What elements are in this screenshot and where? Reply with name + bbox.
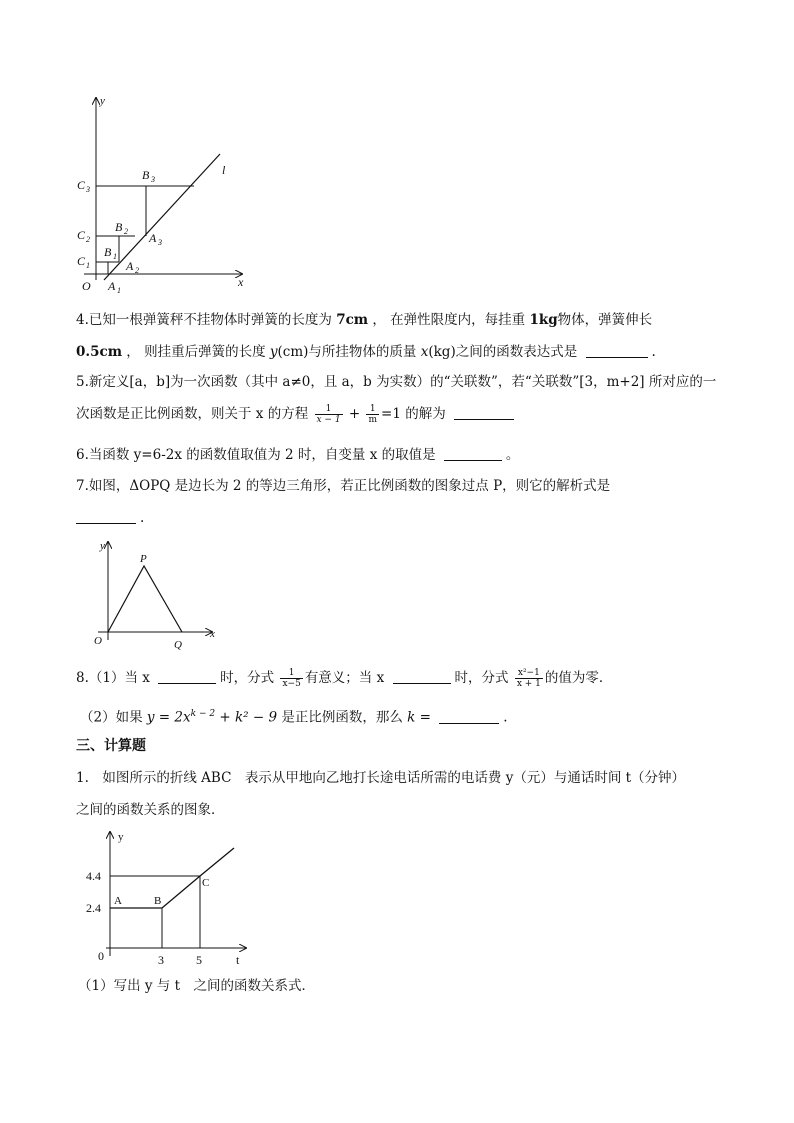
svg-text:3: 3 xyxy=(158,238,162,247)
svg-text:1: 1 xyxy=(117,286,121,295)
svg-text:t: t xyxy=(236,953,240,967)
q5-answer-blank[interactable] xyxy=(454,405,514,420)
axis-x-label: x xyxy=(238,275,244,289)
q4-answer-blank[interactable] xyxy=(586,343,648,358)
q5-fraction-1: $\frac{1}{x - 1}$ xyxy=(316,404,341,425)
q6-answer-blank[interactable] xyxy=(444,446,502,461)
svg-text:3: 3 xyxy=(151,175,155,184)
q5-fraction-2: $\frac{1}{m}$ xyxy=(368,404,378,425)
svg-text:5: 5 xyxy=(196,953,202,967)
q7-line1: 7.如图，ΔOPQ 是边长为 2 的等边三角形，若正比例函数的图象过点 P，则它的解析式是 xyxy=(76,478,611,494)
q8-part2: （2）如果 $y = 2x^{k - 2} + k^2 - 9$ 是正比例函数，那么 k = . xyxy=(80,709,508,726)
line-l xyxy=(104,154,220,280)
svg-text:2.4: 2.4 xyxy=(86,901,101,915)
svg-text:B: B xyxy=(104,245,112,259)
svg-text:Q: Q xyxy=(174,639,182,651)
svg-text:1: 1 xyxy=(86,261,90,270)
calc1-line1: 1. 如图所示的折线 ABC 表示从甲地向乙地打长途电话所需的电话费 y（元）与通话时间 t（分钟） xyxy=(76,770,686,786)
svg-text:A: A xyxy=(114,895,122,907)
triangle-opq-figure xyxy=(88,536,228,652)
q8-fraction-1: $\frac{1}{x-5}$ xyxy=(282,668,301,689)
svg-text:0: 0 xyxy=(98,949,104,963)
svg-text:x: x xyxy=(210,628,215,640)
q8-answer-blank-3[interactable] xyxy=(439,709,499,724)
svg-text:C: C xyxy=(77,254,86,268)
q6-line: 6.当函数 y=6-2x 的函数值取值为 2 时，自变量 x 的取值是 。 xyxy=(76,447,520,463)
svg-text:C: C xyxy=(77,228,86,242)
axis-y-label: y xyxy=(100,95,105,107)
phone-fee-figure xyxy=(76,826,254,970)
q8-fraction-2: $\frac{\text{x²−1}}{x + 1}$ xyxy=(516,668,541,689)
q4-line1: 4.已知一根弹簧秤不挂物体时弹簧的长度为 7cm ， 在弹性限度内，每挂重 1kg物体，弹簧伸长 xyxy=(76,312,653,328)
q4-line2: 0.5cm ， 则挂重后弹簧的长度 y(cm)与所挂物体的质量 x(kg)之间的函数表达式是 . xyxy=(76,344,656,360)
section-heading: 三、计算题 xyxy=(76,738,146,754)
calc1-line2: 之间的函数关系的图象． xyxy=(76,802,225,818)
q8-part1: 8.（1）当 x 时，分式 $\frac{1}{x-5}$ 有意义；当 x 时，分式 $\frac{\text{x²−1}}{x + 1}$ 的值为零． xyxy=(76,668,613,689)
svg-text:A: A xyxy=(108,279,116,293)
svg-text:4.4: 4.4 xyxy=(86,869,101,883)
q5-line1: 5.新定义[a，b]为一次函数（其中 a≠0，且 a，b 为实数）的“关联数”，若“关联数”[3，m+2] 所对应的一 xyxy=(76,374,717,390)
svg-text:2: 2 xyxy=(124,227,128,236)
svg-text:B: B xyxy=(115,220,123,234)
svg-text:C: C xyxy=(77,178,86,192)
svg-text:B: B xyxy=(142,168,150,182)
line-l-label: l xyxy=(222,163,226,177)
svg-text:2: 2 xyxy=(135,266,139,275)
calc1-sub1: （1）写出 y 与 t 之间的函数关系式． xyxy=(78,978,316,994)
svg-text:y: y xyxy=(100,540,105,552)
svg-text:O: O xyxy=(94,635,102,647)
svg-text:B: B xyxy=(154,895,162,907)
svg-text:2: 2 xyxy=(86,235,90,244)
svg-text:y: y xyxy=(118,831,124,843)
q7-answer-blank[interactable] xyxy=(76,509,136,524)
svg-text:C: C xyxy=(202,877,210,889)
svg-text:3: 3 xyxy=(158,953,164,967)
q5-line2: 次函数是正比例函数，则关于 x 的方程 $\frac{1}{x - 1}$ + $\frac{1}{m}$ =1 的解为 xyxy=(76,404,518,425)
svg-text:1: 1 xyxy=(113,252,117,261)
origin-label: O xyxy=(82,279,91,293)
q8-answer-blank-1[interactable] xyxy=(158,669,216,684)
q8-answer-blank-2[interactable] xyxy=(393,669,451,684)
svg-text:A: A xyxy=(126,259,134,273)
staircase-figure xyxy=(74,90,254,300)
q7-line2: . xyxy=(76,508,144,528)
svg-text:3: 3 xyxy=(86,185,90,194)
svg-text:P: P xyxy=(140,553,147,565)
svg-text:A: A xyxy=(149,231,157,245)
